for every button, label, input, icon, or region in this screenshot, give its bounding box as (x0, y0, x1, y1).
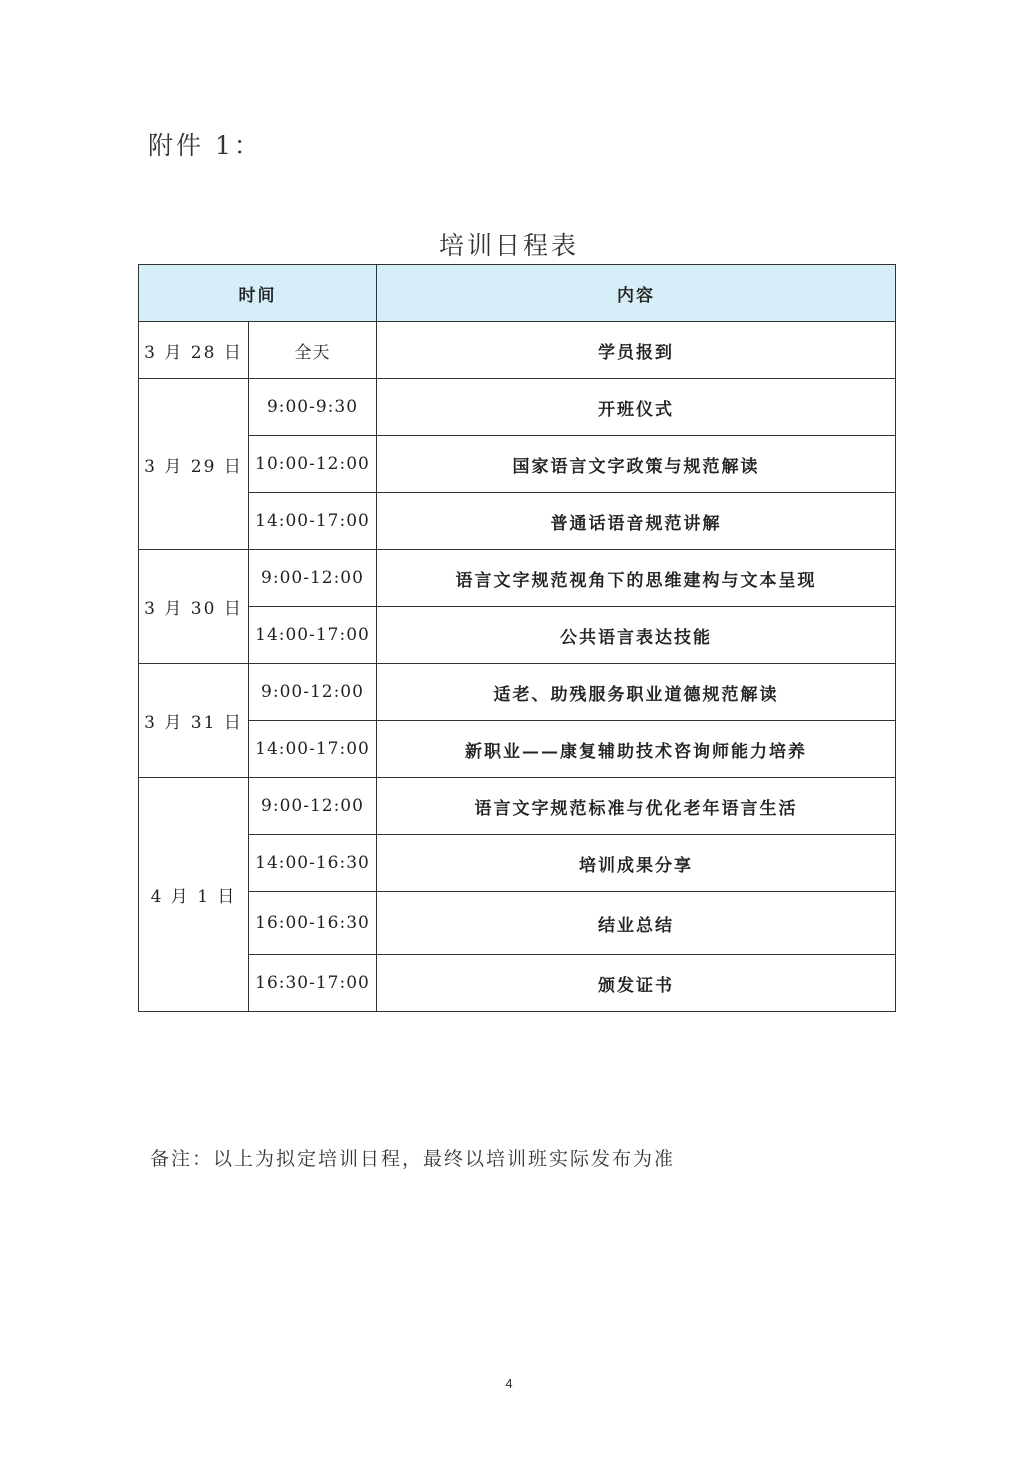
content-cell: 学员报到 (377, 322, 896, 379)
time-cell: 9:00-12:00 (249, 664, 377, 721)
time-cell: 16:00-16:30 (249, 892, 377, 955)
time-cell: 9:00-12:00 (249, 778, 377, 835)
table-row (139, 493, 896, 550)
attachment-label: 附件 1： (148, 131, 262, 160)
table-header-row (139, 265, 896, 322)
content-cell: 培训成果分享 (377, 835, 896, 892)
table-row (139, 607, 896, 664)
remark-note: 备注：以上为拟定培训日程，最终以培训班实际发布为准 (150, 1148, 676, 1170)
time-cell: 14:00-16:30 (249, 835, 377, 892)
table-row (139, 664, 896, 721)
table-row (139, 322, 896, 379)
content-cell: 适老、助残服务职业道德规范解读 (377, 664, 896, 721)
table-row (139, 835, 896, 892)
page-number: 4 (505, 1376, 513, 1391)
time-cell: 16:30-17:00 (249, 955, 377, 1012)
date-cell: 3 月 31 日 (139, 664, 249, 778)
time-cell: 14:00-17:00 (249, 721, 377, 778)
date-cell: 3 月 28 日 (139, 322, 249, 379)
table-row (139, 379, 896, 436)
table-row (139, 550, 896, 607)
time-cell: 9:00-9:30 (249, 379, 377, 436)
time-cell: 14:00-17:00 (249, 607, 377, 664)
table-title: 培训日程表 (438, 231, 579, 260)
content-cell: 语言文字规范标准与优化老年语言生活 (377, 778, 896, 835)
table-row (139, 778, 896, 835)
table-row (139, 955, 896, 1012)
content-cell: 国家语言文字政策与规范解读 (377, 436, 896, 493)
content-cell: 结业总结 (377, 892, 896, 955)
date-cell: 4 月 1 日 (139, 778, 249, 1012)
time-cell: 14:00-17:00 (249, 493, 377, 550)
content-cell: 语言文字规范视角下的思维建构与文本呈现 (377, 550, 896, 607)
date-cell: 3 月 29 日 (139, 379, 249, 550)
header-content: 内容 (377, 265, 896, 322)
time-cell: 9:00-12:00 (249, 550, 377, 607)
table-row (139, 721, 896, 778)
header-time: 时间 (139, 265, 377, 322)
content-cell: 新职业——康复辅助技术咨询师能力培养 (377, 721, 896, 778)
content-cell: 普通话语音规范讲解 (377, 493, 896, 550)
date-cell: 3 月 30 日 (139, 550, 249, 664)
time-cell: 10:00-12:00 (249, 436, 377, 493)
content-cell: 公共语言表达技能 (377, 607, 896, 664)
time-cell: 全天 (249, 322, 377, 379)
table-row (139, 436, 896, 493)
table-row (139, 892, 896, 955)
schedule-table (138, 264, 896, 1012)
content-cell: 开班仪式 (377, 379, 896, 436)
content-cell: 颁发证书 (377, 955, 896, 1012)
